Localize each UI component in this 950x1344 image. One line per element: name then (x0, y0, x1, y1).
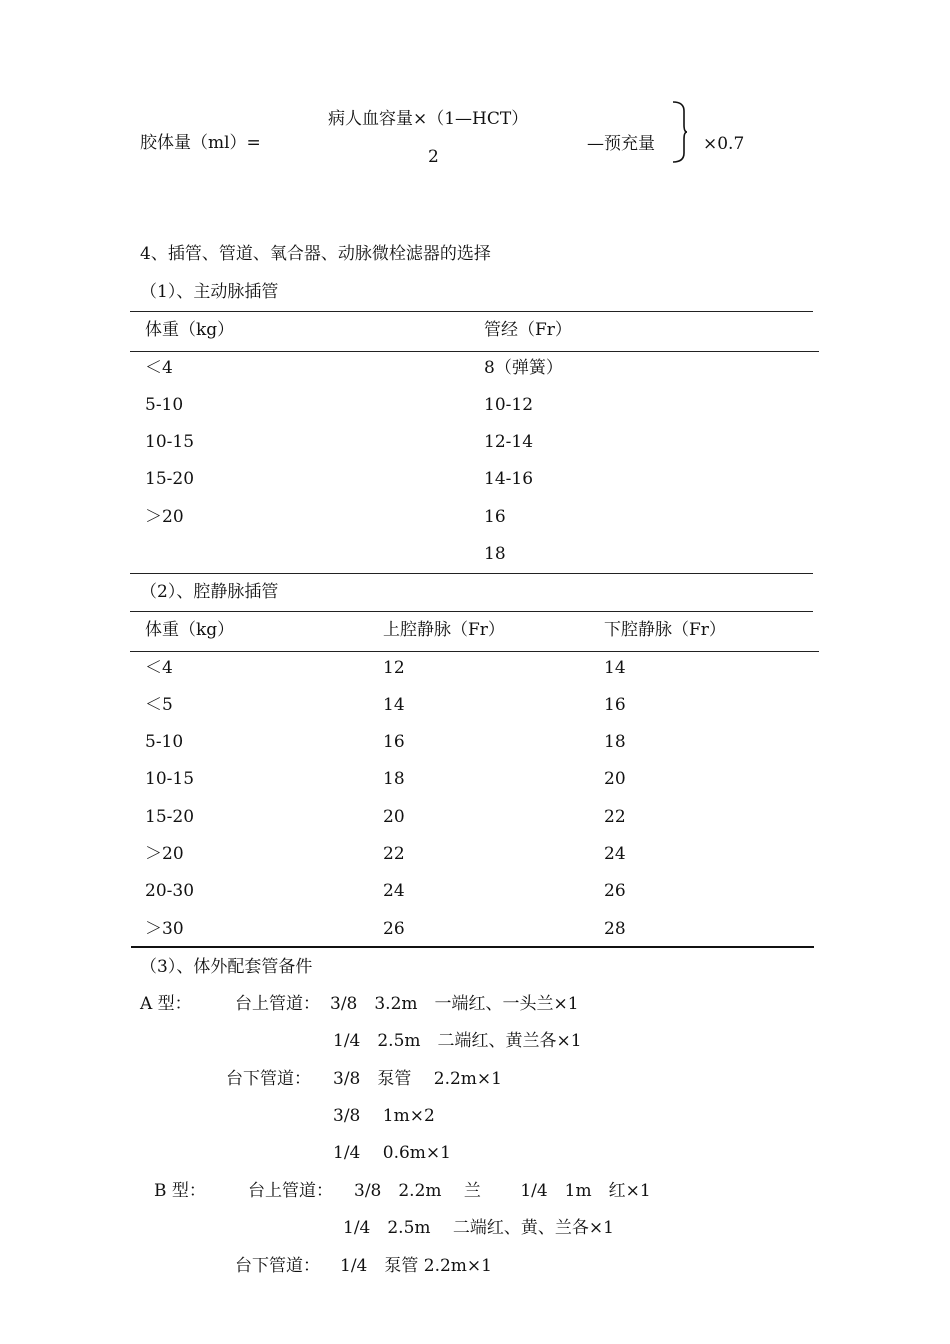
table-cell: 12-14 (484, 432, 534, 452)
table-cell: 5-10 (145, 732, 184, 752)
table-cell: 10-12 (484, 395, 534, 415)
aorta-header-weight: 体重（kg） (145, 320, 235, 340)
table-cell: 28 (604, 919, 626, 939)
type-b-upper-line: 1/4 2.5m 二端红、黄、兰各×1 (343, 1218, 614, 1238)
table-cell: 22 (604, 807, 626, 827)
type-a-lower-line: 1/4 0.6m×1 (333, 1143, 451, 1163)
table-cell: 8（弹簧） (484, 358, 563, 378)
table-cell: 20 (383, 807, 405, 827)
type-a-lower-line: 3/8 泵管 2.2m×1 (333, 1069, 502, 1089)
table-cell: ＞30 (145, 919, 184, 939)
type-a-label: A 型： (140, 994, 192, 1014)
type-a-lower-label: 台下管道： (226, 1069, 311, 1089)
table-cell: 10-15 (145, 769, 195, 789)
vena-heading: （2）、腔静脉插管 (140, 582, 279, 602)
aorta-table-header-rule (130, 351, 819, 352)
formula-lhs: 胶体量（ml）= (140, 133, 261, 153)
table-cell: 26 (604, 881, 626, 901)
vena-header-weight: 体重（kg） (145, 620, 235, 640)
vena-table-bottom-rule (131, 946, 814, 948)
table-cell: 26 (383, 919, 405, 939)
table-cell: 15-20 (145, 469, 195, 489)
type-b-upper-line: 3/8 2.2m 兰 1/4 1m 红×1 (354, 1181, 651, 1201)
table-cell: 24 (604, 844, 626, 864)
vena-header-superior: 上腔静脉（Fr） (383, 620, 505, 640)
aorta-header-diameter: 管经（Fr） (484, 320, 572, 340)
type-a-upper-line: 1/4 2.5m 二端红、黄兰各×1 (333, 1031, 582, 1051)
aorta-table-top-rule (130, 311, 813, 312)
type-b-lower-line: 1/4 泵管 2.2m×1 (340, 1256, 492, 1276)
table-cell: ＞20 (145, 507, 184, 527)
table-cell: 20-30 (145, 881, 195, 901)
table-cell: ＜5 (145, 695, 173, 715)
type-a-upper-line: 3/8 3.2m 一端红、一头兰×1 (330, 994, 579, 1014)
type-a-lower-line: 3/8 1m×2 (333, 1106, 435, 1126)
table-cell: 14 (604, 658, 626, 678)
kit-heading: （3）、体外配套管备件 (140, 957, 313, 977)
table-cell: 16 (383, 732, 405, 752)
vena-table-header-rule (130, 651, 819, 652)
formula-multiplier: ×0.7 (703, 134, 745, 154)
formula-denominator: 2 (428, 147, 439, 167)
table-cell: 15-20 (145, 807, 195, 827)
table-cell: 16 (604, 695, 626, 715)
vena-header-inferior: 下腔静脉（Fr） (604, 620, 726, 640)
table-cell: 12 (383, 658, 405, 678)
section-heading: 4、插管、管道、氧合器、动脉微栓滤器的选择 (140, 244, 491, 264)
formula-numerator: 病人血容量×（1—HCT） (328, 109, 529, 129)
formula-minus-term: —预充量 (587, 134, 655, 154)
vena-table-top-rule (130, 611, 813, 612)
right-brace-icon (672, 101, 688, 163)
table-cell: 14-16 (484, 469, 534, 489)
table-cell: ＜4 (145, 358, 173, 378)
table-cell: 5-10 (145, 395, 184, 415)
table-cell: 22 (383, 844, 405, 864)
table-cell: 16 (484, 507, 506, 527)
type-b-upper-label: 台上管道： (248, 1181, 333, 1201)
table-cell: 10-15 (145, 432, 195, 452)
table-cell: 20 (604, 769, 626, 789)
table-cell: ＞20 (145, 844, 184, 864)
aorta-heading: （1）、主动脉插管 (140, 282, 279, 302)
table-cell: 18 (604, 732, 626, 752)
table-cell: 18 (383, 769, 405, 789)
table-cell: ＜4 (145, 658, 173, 678)
type-b-lower-label: 台下管道： (235, 1256, 320, 1276)
type-a-upper-label: 台上管道： (235, 994, 320, 1014)
aorta-table-bottom-rule (130, 573, 813, 574)
type-b-label: B 型： (154, 1181, 206, 1201)
table-cell: 14 (383, 695, 405, 715)
table-cell: 18 (484, 544, 506, 564)
table-cell: 24 (383, 881, 405, 901)
